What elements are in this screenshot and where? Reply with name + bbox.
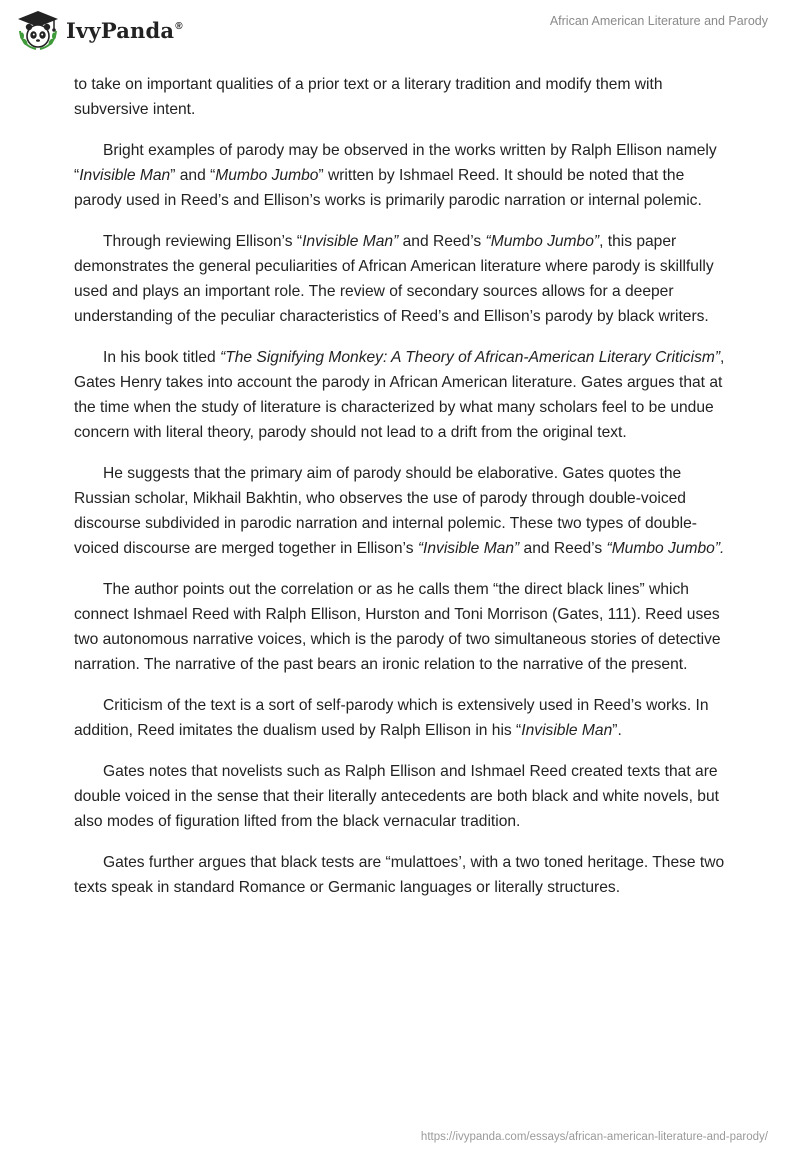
page-header (0, 0, 800, 60)
essay-paragraph: Bright examples of parody may be observed in the works written by Ralph Ellison namely “Invisible Man” and “Mumbo Jumbo” written by Ishmael Reed. It should be noted that the parody used in Reed’s and Ellison’s works is primarily parodic narration or internal polemic. (74, 142, 717, 209)
essay-paragraph: Gates further argues that black tests are “mulattoes’, with a two toned heritage. These two texts speak in standard Romance or Germanic languages or literally structures. (74, 854, 725, 896)
essay-paragraph: In his book titled “The Signifying Monkey: A Theory of African-American Literary Criticism”, Gates Henry takes into account the parody in African American literature. Gates argues that at the time when the study of literature is characterized by what many scholars feel to be undue concern with literal theory, parody should not lead to a drift from the original text. (74, 349, 725, 441)
essay-paragraph: Gates notes that novelists such as Ralph Ellison and Ishmael Reed created texts that are double voiced in the sense that their literally antecedents are both black and white novels, but also modes of figuration lifted from the black vernacular tradition. (74, 763, 719, 830)
essay-paragraph: Through reviewing Ellison’s “Invisible Man” and Reed’s “Mumbo Jumbo”, this paper demonstrates the general peculiarities of African American literature where parody is skillfully used and plays an important role. The review of secondary sources allows for a deeper understanding of the peculiar characteristics of Reed’s and Ellison’s parody by black writers. (74, 233, 714, 325)
book-title: “Mumbo Jumbo”. (606, 540, 725, 557)
essay-paragraph: to take on important qualities of a prior text or a literary tradition and modify them with subversive intent. (74, 76, 663, 118)
footer-url[interactable]: https://ivypanda.com/essays/african-american-literature-and-parody/ (420, 1131, 768, 1143)
essay-paragraph: He suggests that the primary aim of parody should be elaborative. Gates quotes the Russian scholar, Mikhail Bakhtin, who observes the use of parody through double-voiced discourse subdivided in parodic narration and internal polemic. These two types of double-voiced discourse are merged together in Ellison’s “Invisible Man” and Reed’s “Mumbo Jumbo”. (74, 465, 725, 557)
document-title: African American Literature and Parody (549, 14, 768, 28)
book-title: Invisible Man (521, 722, 613, 739)
book-title: Invisible Man (79, 167, 171, 184)
book-title: “The Signifying Monkey: A Theory of African-American Literary Criticism” (220, 349, 721, 366)
book-title: Invisible Man” (302, 233, 399, 250)
ivypanda-logo[interactable] (16, 9, 183, 51)
panda-graduate-icon (16, 9, 60, 51)
book-title: Mumbo Jumbo (215, 167, 319, 184)
essay-body (74, 72, 730, 916)
essay-paragraph: The author points out the correlation or as he calls them “the direct black lines” which connect Ishmael Reed with Ralph Ellison, Hurston and Toni Morrison (Gates, 111). Reed uses two autonomous narrative voices, which is the parody of two simultaneous stories of detective narration. The narrative of the past bears an ironic relation to the narrative of the present. (74, 581, 721, 673)
brand-name: IvyPanda® (66, 17, 183, 43)
book-title: “Mumbo Jumbo” (485, 233, 600, 250)
book-title: “Invisible Man” (417, 540, 520, 557)
essay-paragraph: Criticism of the text is a sort of self-parody which is extensively used in Reed’s works. In addition, Reed imitates the dualism used by Ralph Ellison in his “Invisible Man”. (74, 697, 709, 739)
